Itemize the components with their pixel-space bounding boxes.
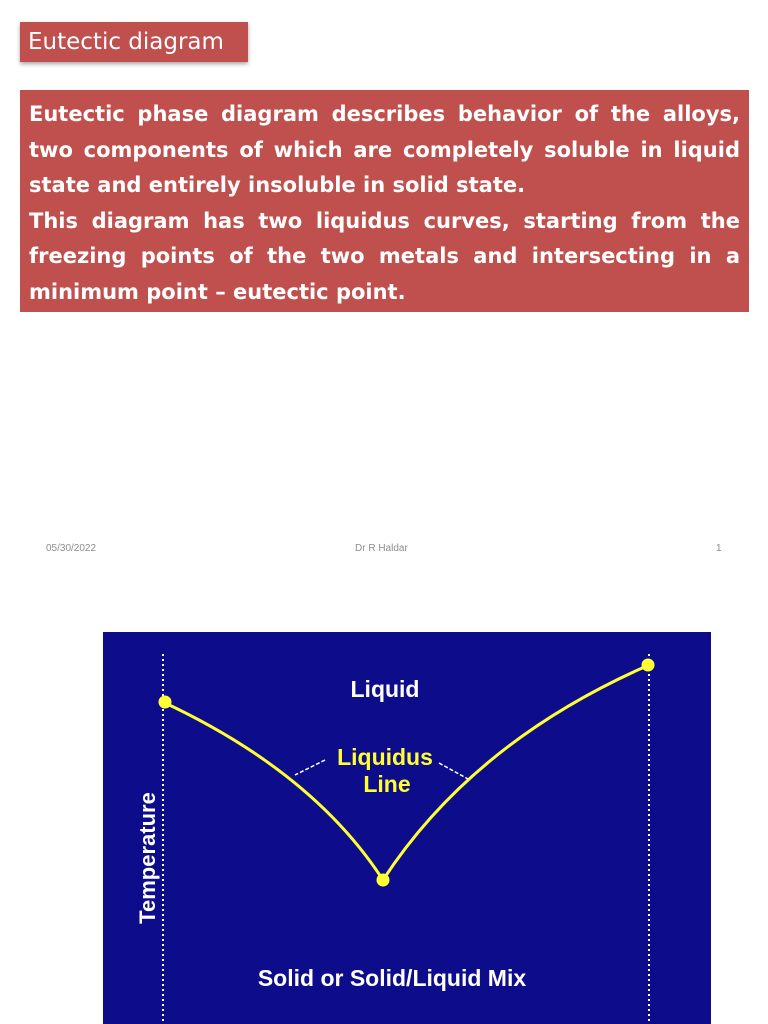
melting-point-b (642, 659, 655, 672)
footer-page-number: 1 (716, 543, 722, 554)
eutectic-diagram (103, 632, 711, 1024)
curve-label-liquidus: Liquidus (337, 744, 433, 770)
description-paragraph-1: Eutectic phase diagram describes behavior of the alloys, two components of which are completely soluble in liquid state and entirely insoluble in solid state. (29, 102, 740, 197)
footer-date: 05/30/2022 (46, 543, 97, 554)
slide-title-text: Eutectic diagram (28, 29, 224, 55)
curve-label-line: Line (363, 771, 411, 797)
label-leader-right (439, 763, 468, 779)
description-box (20, 90, 749, 312)
region-label-liquid: Liquid (350, 676, 420, 702)
y-axis-label-temperature: Temperature (135, 792, 160, 924)
footer-author: Dr R Haldar (355, 543, 408, 554)
description-paragraph-2: This diagram has two liquidus curves, starting from the freezing points of the two metals and intersecting in a minimum point – eutectic point. (29, 208, 740, 304)
melting-point-a (159, 696, 172, 709)
label-leader-left (295, 760, 325, 775)
eutectic-diagram-svg (103, 632, 711, 1024)
liquidus-curve-left (163, 702, 383, 880)
slide-title (20, 22, 248, 62)
region-label-solid: Solid or Solid/Liquid Mix (257, 965, 527, 991)
eutectic-point (377, 874, 390, 887)
liquidus-curve-right (383, 665, 649, 880)
